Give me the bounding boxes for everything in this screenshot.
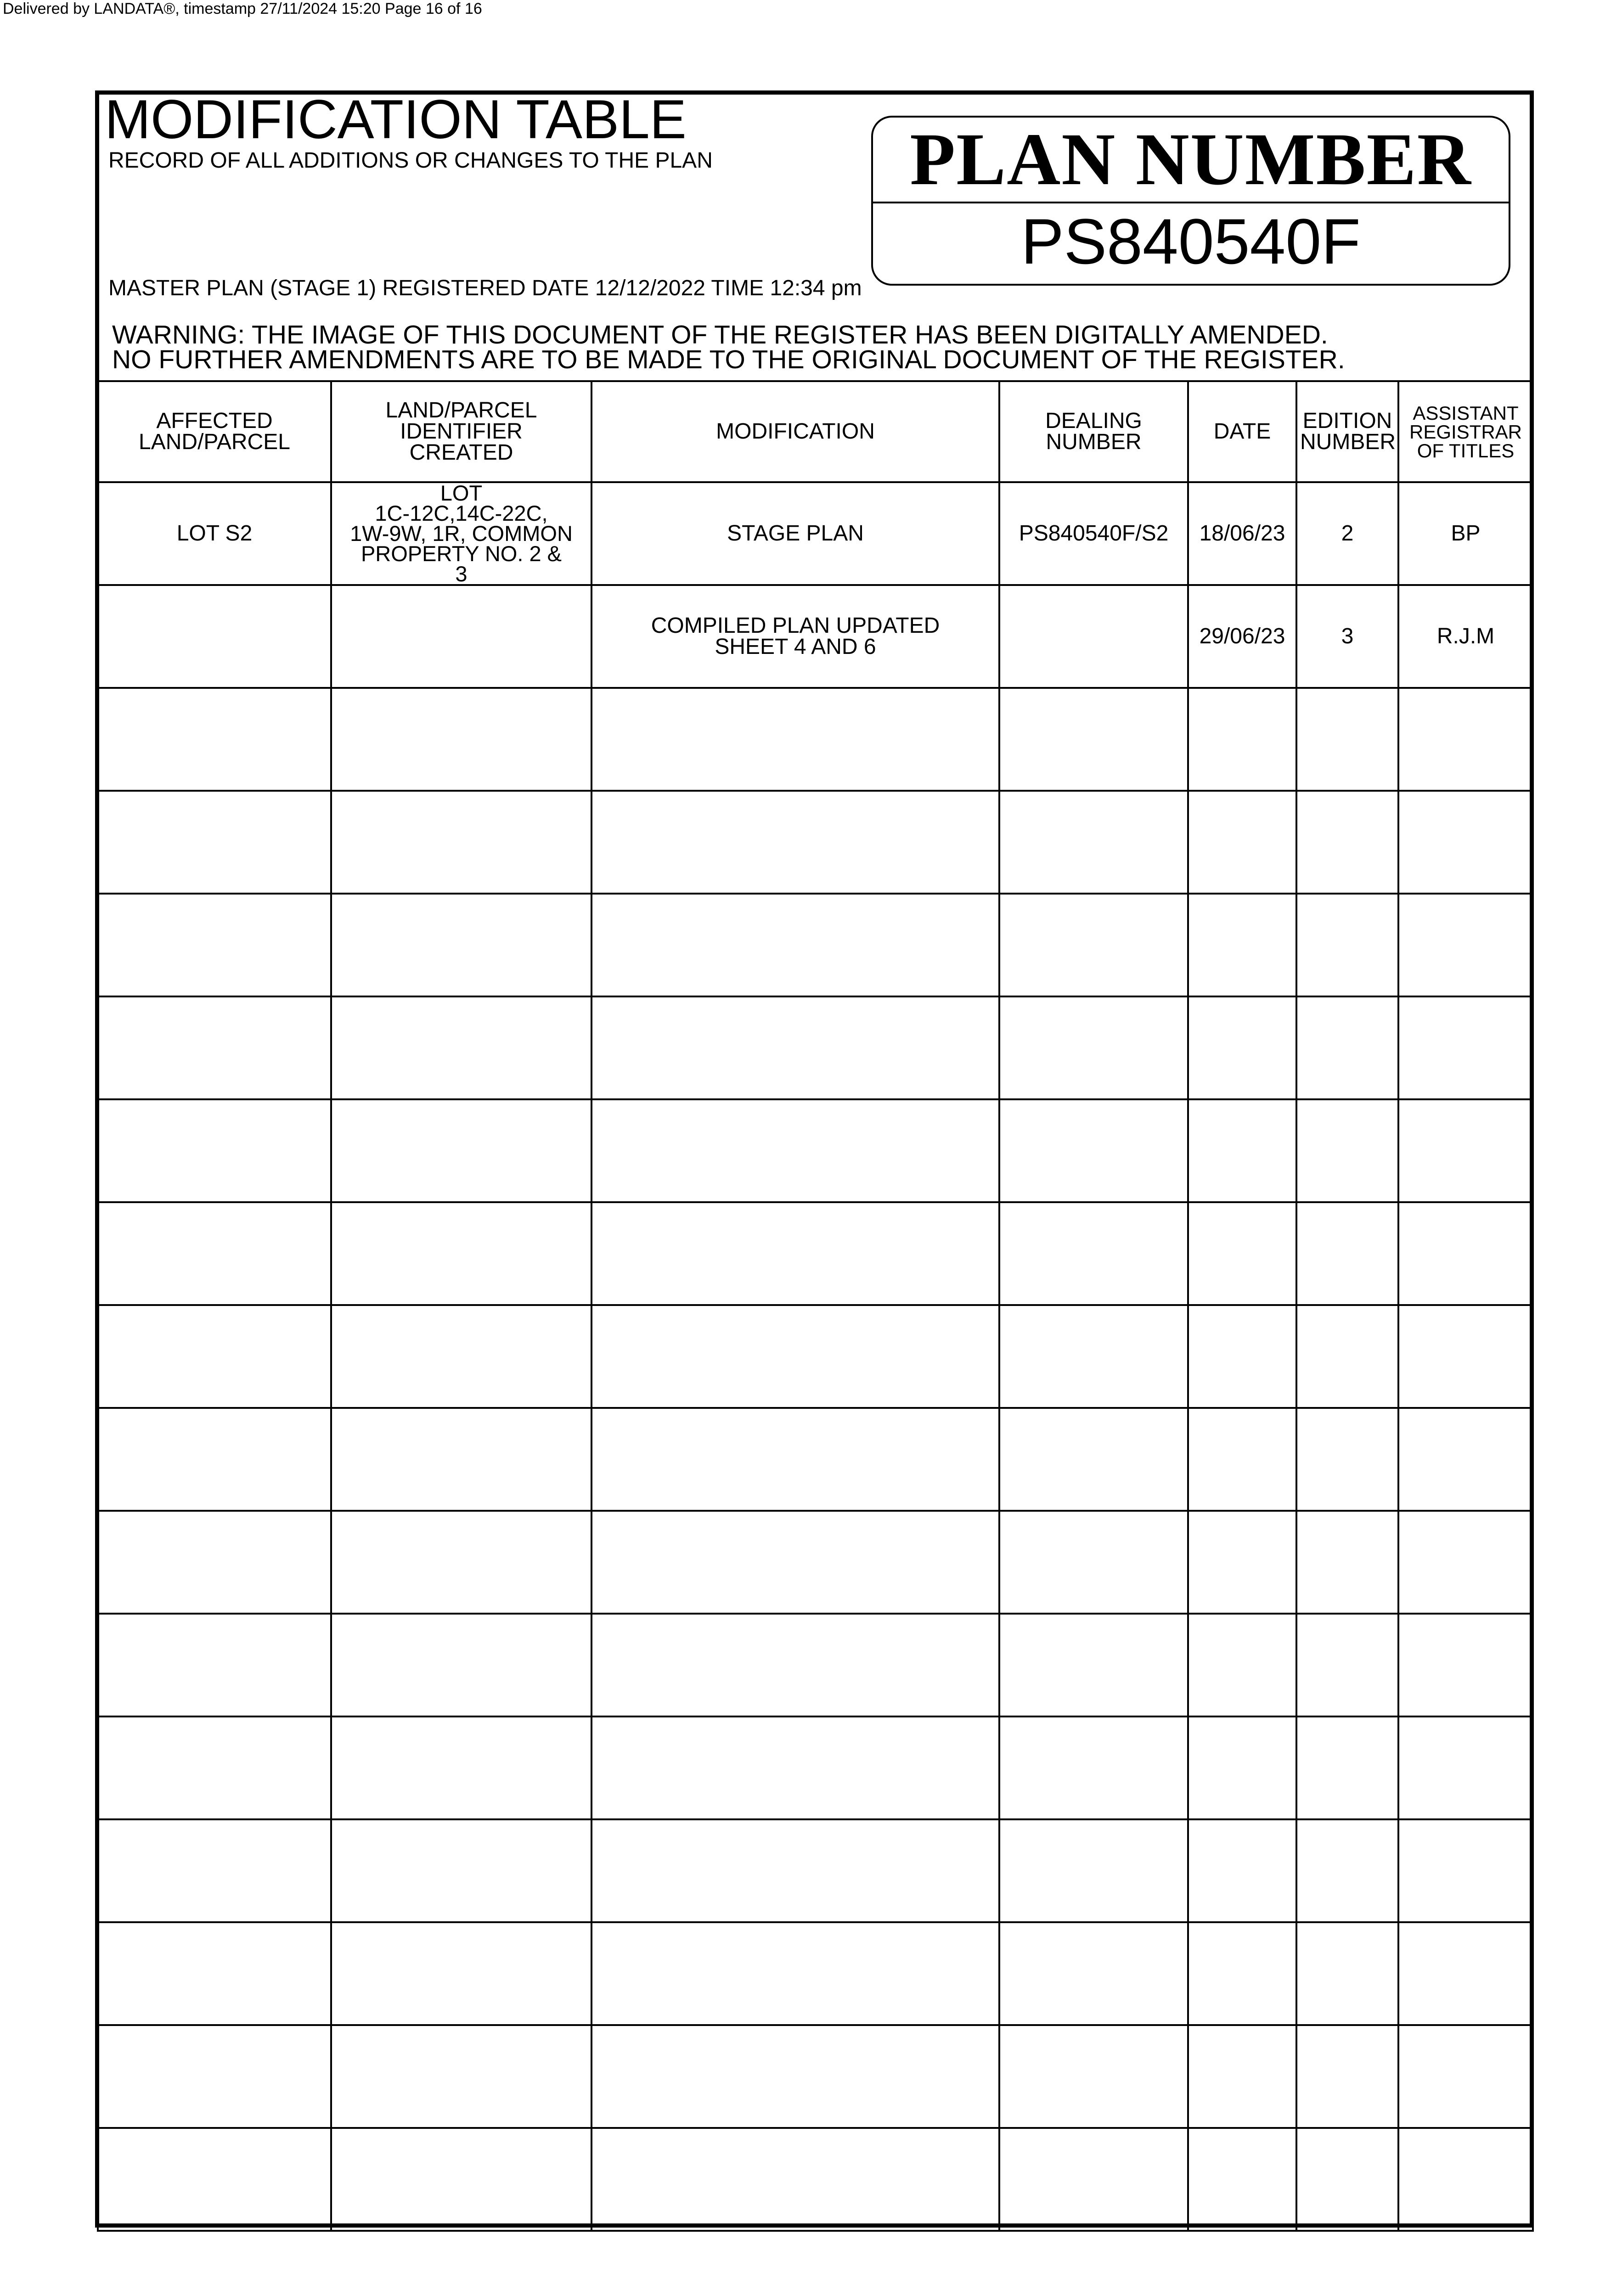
cell-identifier-created xyxy=(331,1511,591,1614)
cell-modification xyxy=(591,894,999,996)
table-row-empty xyxy=(98,1099,1533,1202)
column-header-date: DATE xyxy=(1188,381,1296,482)
column-header-dealing-number: DEALING NUMBER xyxy=(999,381,1188,482)
cell-date xyxy=(1188,2128,1296,2231)
table-row-empty xyxy=(98,2025,1533,2128)
cell-date: 29/06/23 xyxy=(1188,585,1296,688)
cell-assistant-registrar xyxy=(1398,1099,1533,1202)
table-row-empty xyxy=(98,791,1533,894)
cell-dealing-number xyxy=(999,1922,1188,2025)
column-header-assistant-registrar: ASSISTANT REGISTRAR OF TITLES xyxy=(1398,381,1533,482)
cell-identifier-created xyxy=(331,2128,591,2231)
cell-identifier-created xyxy=(331,1305,591,1408)
cell-assistant-registrar xyxy=(1398,1819,1533,1922)
cell-dealing-number xyxy=(999,1819,1188,1922)
cell-edition-number xyxy=(1296,996,1398,1099)
cell-identifier-created xyxy=(331,2025,591,2128)
cell-modification: COMPILED PLAN UPDATED SHEET 4 AND 6 xyxy=(591,585,999,688)
cell-modification xyxy=(591,996,999,1099)
cell-edition-number xyxy=(1296,1099,1398,1202)
table-row-empty xyxy=(98,1922,1533,2025)
cell-affected-land xyxy=(98,2128,331,2231)
plan-box-divider xyxy=(873,202,1509,203)
cell-identifier-created xyxy=(331,894,591,996)
cell-assistant-registrar xyxy=(1398,894,1533,996)
cell-dealing-number xyxy=(999,1202,1188,1305)
cell-edition-number xyxy=(1296,1305,1398,1408)
cell-date xyxy=(1188,791,1296,894)
cell-affected-land xyxy=(98,1305,331,1408)
cell-date xyxy=(1188,1716,1296,1819)
table-body xyxy=(98,482,1533,2231)
cell-modification xyxy=(591,1408,999,1511)
cell-affected-land xyxy=(98,1922,331,2025)
table-row-empty xyxy=(98,1305,1533,1408)
cell-assistant-registrar xyxy=(1398,1408,1533,1511)
cell-identifier-created xyxy=(331,585,591,688)
cell-dealing-number xyxy=(999,1408,1188,1511)
cell-modification xyxy=(591,2025,999,2128)
cell-identifier-created xyxy=(331,1614,591,1716)
cell-affected-land xyxy=(98,2025,331,2128)
cell-modification xyxy=(591,1202,999,1305)
cell-edition-number xyxy=(1296,791,1398,894)
cell-date xyxy=(1188,1202,1296,1305)
cell-date xyxy=(1188,1819,1296,1922)
cell-affected-land: LOT S2 xyxy=(98,482,331,585)
table-row-empty xyxy=(98,1819,1533,1922)
cell-modification xyxy=(591,2128,999,2231)
table-row-empty xyxy=(98,1202,1533,1305)
table-row-empty xyxy=(98,688,1533,791)
cell-modification xyxy=(591,1305,999,1408)
cell-modification xyxy=(591,688,999,791)
cell-assistant-registrar: BP xyxy=(1398,482,1533,585)
cell-assistant-registrar xyxy=(1398,791,1533,894)
cell-date xyxy=(1188,1922,1296,2025)
cell-edition-number xyxy=(1296,1408,1398,1511)
cell-assistant-registrar xyxy=(1398,688,1533,791)
cell-edition-number xyxy=(1296,1511,1398,1614)
page-title: MODIFICATION TABLE xyxy=(105,89,687,150)
cell-edition-number xyxy=(1296,894,1398,996)
cell-assistant-registrar: R.J.M xyxy=(1398,585,1533,688)
cell-edition-number xyxy=(1296,688,1398,791)
modification-table xyxy=(97,380,1534,2232)
table-row xyxy=(98,482,1533,585)
cell-assistant-registrar xyxy=(1398,1922,1533,2025)
cell-edition-number xyxy=(1296,2025,1398,2128)
cell-modification xyxy=(591,1716,999,1819)
column-header-edition-number: EDITION NUMBER xyxy=(1296,381,1398,482)
cell-identifier-created: LOT 1C-12C,14C-22C, 1W-9W, 1R, COMMON PROPERTY NO. 2 & 3 xyxy=(331,482,591,585)
cell-date xyxy=(1188,1614,1296,1716)
cell-affected-land xyxy=(98,1408,331,1511)
cell-date xyxy=(1188,688,1296,791)
cell-affected-land xyxy=(98,1819,331,1922)
warning-line-2: NO FURTHER AMENDMENTS ARE TO BE MADE TO THE ORIGINAL DOCUMENT OF THE REGISTER. xyxy=(112,345,1345,374)
column-header-identifier-created: LAND/PARCEL IDENTIFIER CREATED xyxy=(331,381,591,482)
cell-affected-land xyxy=(98,1202,331,1305)
cell-date xyxy=(1188,1408,1296,1511)
cell-dealing-number xyxy=(999,1305,1188,1408)
cell-date xyxy=(1188,1099,1296,1202)
cell-edition-number: 3 xyxy=(1296,585,1398,688)
cell-edition-number: 2 xyxy=(1296,482,1398,585)
cell-identifier-created xyxy=(331,1716,591,1819)
page-subtitle: RECORD OF ALL ADDITIONS OR CHANGES TO THE PLAN xyxy=(108,148,713,173)
master-plan-registration: MASTER PLAN (STAGE 1) REGISTERED DATE 12/12/2022 TIME 12:34 pm xyxy=(108,276,862,300)
cell-affected-land xyxy=(98,1511,331,1614)
cell-dealing-number xyxy=(999,1614,1188,1716)
cell-affected-land xyxy=(98,791,331,894)
cell-dealing-number xyxy=(999,1099,1188,1202)
cell-dealing-number: PS840540F/S2 xyxy=(999,482,1188,585)
warning-line-1: WARNING: THE IMAGE OF THIS DOCUMENT OF THE REGISTER HAS BEEN DIGITALLY AMENDED. xyxy=(112,320,1328,349)
cell-dealing-number xyxy=(999,1511,1188,1614)
table-row-empty xyxy=(98,1511,1533,1614)
table-row-empty xyxy=(98,1614,1533,1716)
cell-dealing-number xyxy=(999,1716,1188,1819)
cell-identifier-created xyxy=(331,1099,591,1202)
cell-affected-land xyxy=(98,585,331,688)
plan-number-value: PS840540F xyxy=(1021,205,1361,277)
cell-date xyxy=(1188,894,1296,996)
cell-affected-land xyxy=(98,894,331,996)
cell-affected-land xyxy=(98,996,331,1099)
cell-assistant-registrar xyxy=(1398,1511,1533,1614)
cell-assistant-registrar xyxy=(1398,1202,1533,1305)
cell-modification xyxy=(591,1614,999,1716)
cell-edition-number xyxy=(1296,1716,1398,1819)
table-row-empty xyxy=(98,1408,1533,1511)
table-row-empty xyxy=(98,2128,1533,2231)
cell-affected-land xyxy=(98,1614,331,1716)
cell-assistant-registrar xyxy=(1398,1305,1533,1408)
cell-modification xyxy=(591,1819,999,1922)
cell-dealing-number xyxy=(999,2025,1188,2128)
column-header-affected-land: AFFECTED LAND/PARCEL xyxy=(98,381,331,482)
cell-dealing-number xyxy=(999,791,1188,894)
cell-identifier-created xyxy=(331,1202,591,1305)
column-header-modification: MODIFICATION xyxy=(591,381,999,482)
amendment-warning xyxy=(112,322,1345,372)
cell-date xyxy=(1188,996,1296,1099)
cell-identifier-created xyxy=(331,791,591,894)
table-row-empty xyxy=(98,996,1533,1099)
cell-dealing-number xyxy=(999,894,1188,996)
cell-date xyxy=(1188,1511,1296,1614)
cell-assistant-registrar xyxy=(1398,1716,1533,1819)
cell-edition-number xyxy=(1296,1202,1398,1305)
plan-number-box xyxy=(871,116,1510,286)
table-row xyxy=(98,585,1533,688)
cell-affected-land xyxy=(98,1099,331,1202)
cell-assistant-registrar xyxy=(1398,2025,1533,2128)
cell-affected-land xyxy=(98,1716,331,1819)
cell-affected-land xyxy=(98,688,331,791)
cell-edition-number xyxy=(1296,1819,1398,1922)
cell-modification xyxy=(591,1511,999,1614)
cell-date: 18/06/23 xyxy=(1188,482,1296,585)
cell-identifier-created xyxy=(331,1819,591,1922)
table-header-row xyxy=(98,381,1533,482)
cell-edition-number xyxy=(1296,1922,1398,2025)
cell-identifier-created xyxy=(331,1922,591,2025)
cell-assistant-registrar xyxy=(1398,2128,1533,2231)
cell-dealing-number xyxy=(999,688,1188,791)
table-row-empty xyxy=(98,1716,1533,1819)
cell-modification xyxy=(591,791,999,894)
cell-identifier-created xyxy=(331,688,591,791)
cell-date xyxy=(1188,1305,1296,1408)
cell-dealing-number xyxy=(999,585,1188,688)
cell-identifier-created xyxy=(331,1408,591,1511)
cell-modification xyxy=(591,1099,999,1202)
delivery-stamp: Delivered by LANDATA®, timestamp 27/11/2024 15:20 Page 16 of 16 xyxy=(3,0,482,17)
cell-assistant-registrar xyxy=(1398,1614,1533,1716)
cell-edition-number xyxy=(1296,1614,1398,1716)
cell-identifier-created xyxy=(331,996,591,1099)
plan-number-label: PLAN NUMBER xyxy=(910,118,1472,201)
cell-edition-number xyxy=(1296,2128,1398,2231)
table-row-empty xyxy=(98,894,1533,996)
cell-dealing-number xyxy=(999,996,1188,1099)
cell-modification: STAGE PLAN xyxy=(591,482,999,585)
cell-modification xyxy=(591,1922,999,2025)
cell-assistant-registrar xyxy=(1398,996,1533,1099)
cell-dealing-number xyxy=(999,2128,1188,2231)
cell-date xyxy=(1188,2025,1296,2128)
